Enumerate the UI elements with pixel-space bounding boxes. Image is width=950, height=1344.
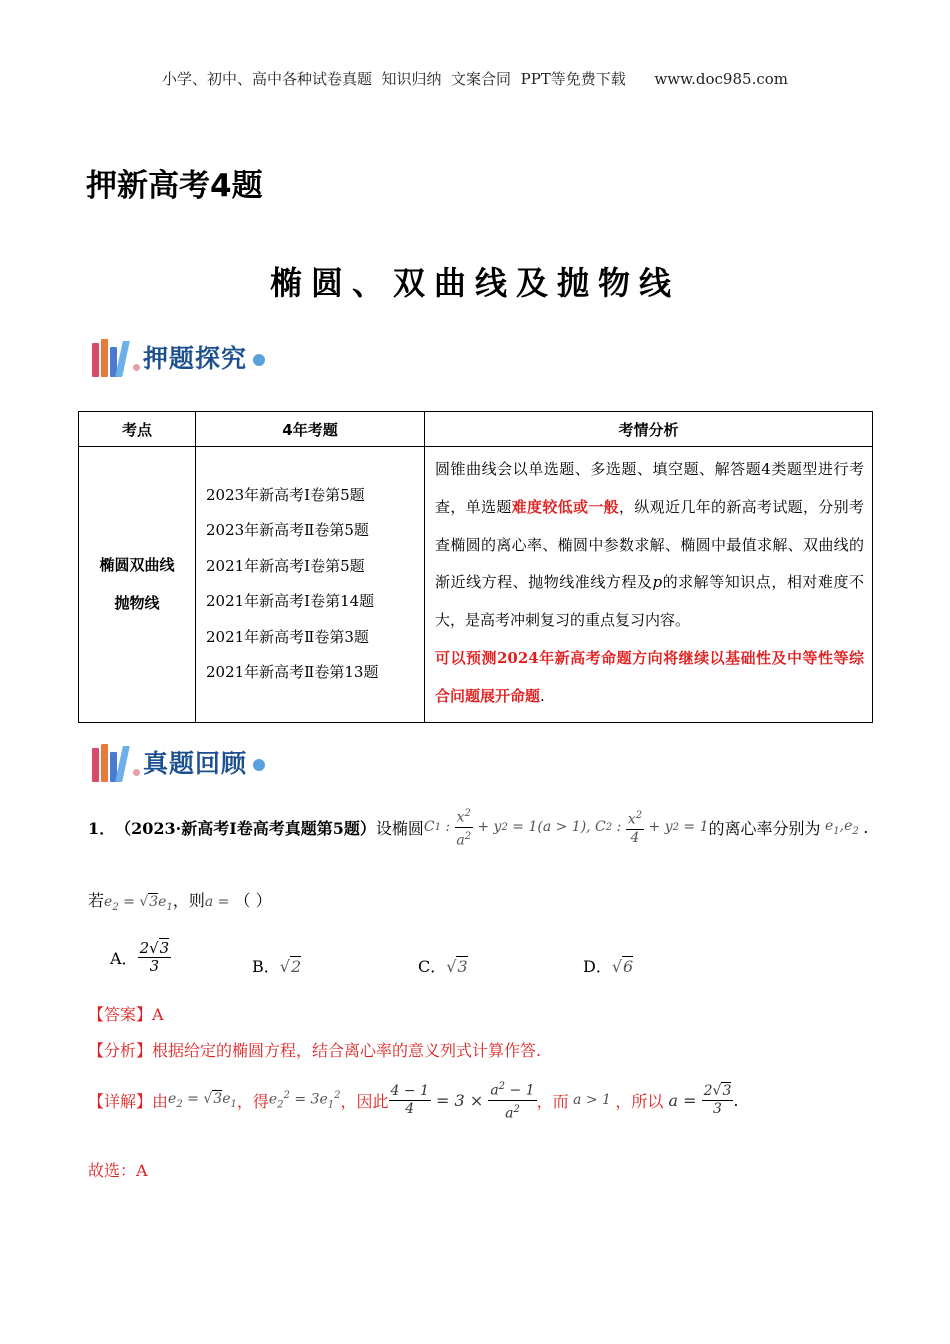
detail-text: ，因此 [340,1091,389,1111]
ellipse-equations: C 1 : $\frac{x^2}{a^2}$ + y 2 = 1(a > 1), C 2 : $\frac{x^2}{4}$ + y 2 = 1 [424,805,709,849]
analysis-line [88,1038,541,1061]
detail-math-5: a = $\frac{2√3}{3}$ [663,1082,732,1117]
answer-label: 【答案】 [88,1005,153,1024]
question-number: 1． [88,818,116,838]
analysis-text: 的求解等知识点，相对难度不大，是高考冲刺复习的重点复习内容。 [435,573,864,630]
option-d-value: √6 [611,957,634,976]
option-d [583,954,633,977]
exam-item: 2021年新高考Ⅱ卷第13题 [206,663,379,682]
question-text: 若 [88,891,105,910]
dot-icon [133,769,140,776]
question-line-2 [88,888,272,913]
option-label: C． [418,957,447,976]
table-header-cell: 4年考题 [196,412,425,447]
table-row [79,447,873,723]
exam-item: 2021年新高考Ⅰ卷第14题 [206,592,375,611]
section-banner-review [92,740,265,784]
final-answer: 故选：A [88,1161,148,1180]
exams-cell [196,447,425,723]
option-label: A． [110,949,138,968]
analysis-label: 【分析】 [88,1041,153,1060]
exam-item: 2021年新高考Ⅱ卷第3题 [206,627,369,646]
var-a: a = [204,894,230,910]
detail-label: 【详解】 [88,1091,153,1111]
books-icon [92,742,128,782]
detail-text: 由 [152,1091,169,1111]
banner-label: 真题回顾 [143,749,248,778]
detail-text: ，而 [536,1091,569,1111]
detail-line [88,1078,738,1122]
question-text: 的离心率分别为 [708,818,821,838]
condition-math: $e_2 = √3e_1$ [104,894,173,913]
circle-icon [253,354,265,366]
exam-info-table [78,411,873,723]
question-source: （2023·新高考Ⅰ卷高考真题第5题） [115,818,376,838]
detail-math-1: $e_2 = √3e_1$ [168,1090,237,1110]
analysis-text: ，纵观近几年的新高考试题，分别考查椭圆的离心率、椭圆中参数求解、椭圆中最值求解、双曲线的渐近线方程、抛物线准线方程及 [435,497,864,592]
banner-label: 押题探究 [143,344,248,373]
section-banner-predict [92,335,265,379]
table-header-row [79,412,873,447]
circle-icon [253,759,265,771]
option-b [252,954,301,977]
answer-value: A [152,1005,164,1024]
books-icon [92,337,128,377]
option-a-value: $\frac{2√3}{3}$ [139,939,170,975]
question-paren: （ ） [234,891,272,910]
option-label: B． [252,957,280,976]
detail-math-2: $e_2^2 = 3e_1^2$ [268,1089,341,1111]
option-b-value: √2 [279,957,302,976]
detail-math-4: a > 1 [568,1092,616,1109]
analysis-text: . [540,686,545,705]
table-header-cell: 考点 [79,412,196,447]
detail-math-3: $\frac{4 - 1}{4}$ = 3 × $\frac{a^2 - 1}{a^2}$ [389,1078,537,1122]
topic-line: 椭圆双曲线 [99,556,175,575]
analysis-text: 圆锥曲线会以单选题、多选题、填空题、解答题4类题型进行考查，单选题 [435,460,864,516]
option-a [110,940,171,975]
question-text: ，则 [172,891,205,910]
page-title: 押新高考4题 [86,168,263,204]
topic-cell [79,447,196,723]
dot-icon [133,364,140,371]
option-c-value: √3 [446,957,468,976]
option-c [418,954,468,977]
analysis-body: 根据给定的椭圆方程，结合离心率的意义列式计算作答. [152,1041,542,1060]
detail-text: . [733,1090,739,1110]
detail-text: ，所以 [615,1091,664,1111]
exam-item: 2021年新高考Ⅰ卷第5题 [206,556,365,575]
analysis-cell [425,447,873,723]
page-header: 小学、初中、高中各种试卷真题 知识归纳 文案合同 PPT等免费下载 www.doc985.com [161,70,788,88]
question-line-1 [88,805,868,849]
analysis-prediction: 可以预测2024年新高考命题方向将继续以基础性及中等性等综合问题展开命题 [435,648,864,705]
exam-item: 2023年新高考Ⅰ卷第5题 [206,485,365,504]
detail-text: ，得 [236,1091,269,1111]
exam-item: 2023年新高考Ⅱ卷第5题 [206,521,369,540]
period: . [863,817,869,837]
analysis-var: p [652,573,663,592]
table-header-cell: 考情分析 [425,412,873,447]
page-subtitle: 椭圆、双曲线及抛物线 [269,264,680,302]
question-text: 设椭圆 [375,818,424,838]
topic-line: 抛物线 [114,594,160,613]
analysis-highlight: 难度较低或一般 [511,497,619,516]
eccentricity-vars: $e_1,e_2$ [820,817,859,837]
option-label: D． [583,957,612,976]
answer-line [88,1002,164,1025]
